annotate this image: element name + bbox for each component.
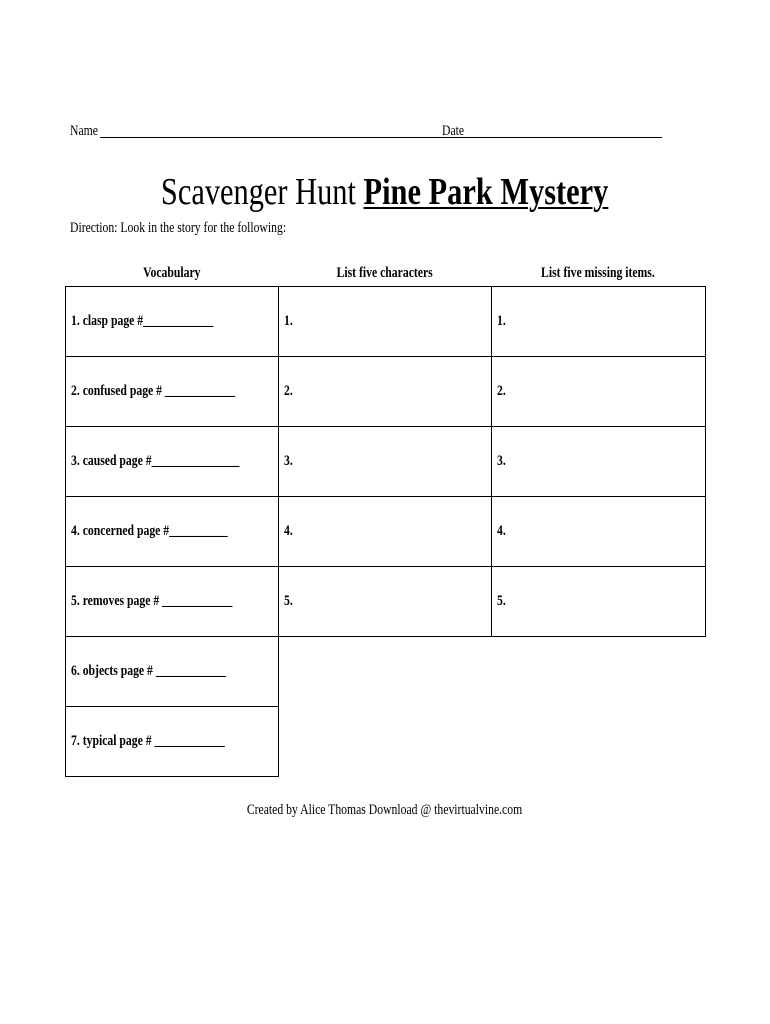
character-cell-4[interactable] [278, 496, 492, 567]
vocab-cell-3 [65, 426, 279, 497]
missing-item-cell-3[interactable] [491, 426, 706, 497]
missing-item-cell-1[interactable] [491, 286, 706, 357]
character-number: 4. [284, 523, 293, 539]
header-missing-items: List five missing items. [541, 265, 655, 281]
missing-item-number: 2. [497, 383, 506, 399]
name-label: Name [70, 123, 98, 139]
vocab-text: 6. objects page # ____________ [71, 663, 227, 679]
missing-item-number: 5. [497, 593, 506, 609]
vocab-text: 4. concerned page #__________ [71, 523, 228, 539]
character-cell-1[interactable] [278, 286, 492, 357]
missing-item-number: 3. [497, 453, 506, 469]
title-prefix: Scavenger Hunt [161, 171, 357, 213]
character-cell-5[interactable] [278, 566, 492, 637]
name-date-row [70, 123, 770, 143]
character-number: 3. [284, 453, 293, 469]
vocab-cell-6 [65, 636, 279, 707]
vocab-text: 5. removes page # ____________ [71, 593, 233, 609]
vocab-cell-2 [65, 356, 279, 427]
character-number: 1. [284, 313, 293, 329]
page-title [0, 170, 770, 214]
title-story: Pine Park Mystery [363, 171, 609, 213]
character-number: 5. [284, 593, 293, 609]
character-cell-2[interactable] [278, 356, 492, 427]
date-line[interactable] [465, 137, 662, 138]
vocab-text: 2. confused page # ____________ [71, 383, 236, 399]
missing-item-number: 1. [497, 313, 506, 329]
header-vocabulary: Vocabulary [142, 265, 201, 281]
missing-item-cell-5[interactable] [491, 566, 706, 637]
character-cell-3[interactable] [278, 426, 492, 497]
missing-item-cell-2[interactable] [491, 356, 706, 427]
vocab-text: 3. caused page #_______________ [71, 453, 240, 469]
vocab-cell-5 [65, 566, 279, 637]
missing-item-number: 4. [497, 523, 506, 539]
missing-item-cell-4[interactable] [491, 496, 706, 567]
footer-credit: Created by Alice Thomas Download @ thevirtualvine.com [247, 802, 523, 818]
vocab-text: 7. typical page # ____________ [71, 733, 225, 749]
vocab-cell-1 [65, 286, 279, 357]
character-number: 2. [284, 383, 293, 399]
header-characters: List five characters [336, 265, 433, 281]
date-label: Date [442, 123, 465, 139]
vocab-cell-4 [65, 496, 279, 567]
vocab-text: 1. clasp page #____________ [71, 313, 214, 329]
direction-text: Direction: Look in the story for the following: [70, 220, 287, 236]
vocab-cell-7 [65, 706, 279, 777]
